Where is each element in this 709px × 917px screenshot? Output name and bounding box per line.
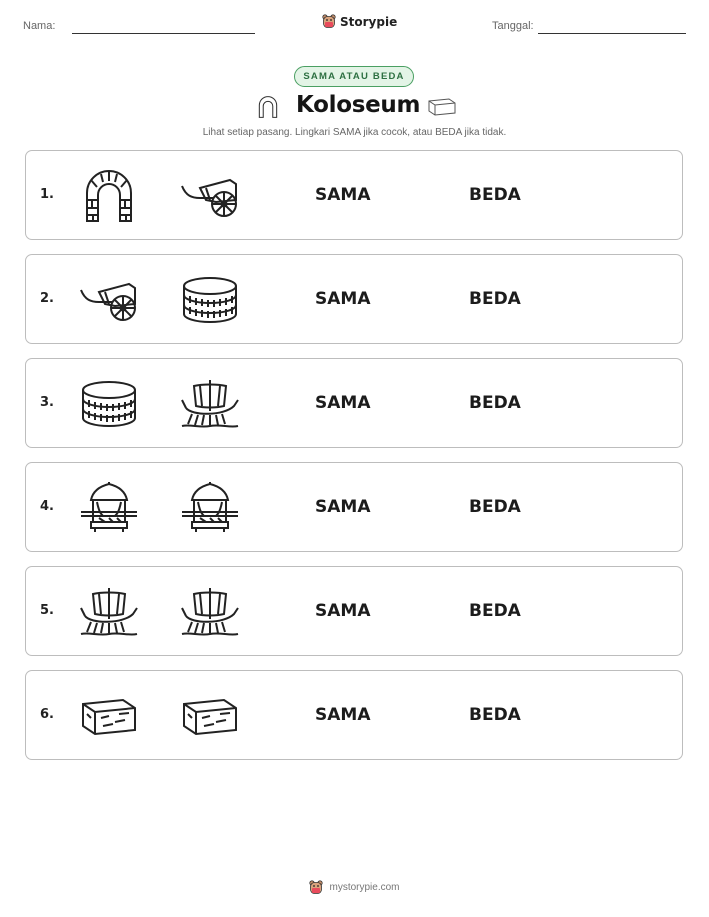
colosseum-icon bbox=[79, 378, 139, 430]
name-field-line[interactable] bbox=[72, 33, 255, 34]
question-number: 2. bbox=[40, 291, 54, 306]
question-row-2 bbox=[25, 254, 683, 344]
different-option[interactable]: BEDA bbox=[469, 705, 521, 725]
same-option[interactable]: SAMA bbox=[315, 497, 371, 517]
question-number: 5. bbox=[40, 603, 54, 618]
stone-block-icon bbox=[79, 690, 139, 742]
galley-ship-icon bbox=[180, 586, 240, 638]
colosseum-icon bbox=[180, 274, 240, 326]
question-number: 1. bbox=[40, 187, 54, 202]
same-option[interactable]: SAMA bbox=[315, 185, 371, 205]
brand-name: Storypie bbox=[340, 14, 398, 29]
storypie-bear-logo-icon bbox=[322, 14, 336, 29]
same-option[interactable]: SAMA bbox=[315, 393, 371, 413]
stone-block-icon bbox=[180, 690, 240, 742]
litter-icon bbox=[180, 482, 240, 534]
storypie-bear-logo-icon bbox=[309, 880, 323, 895]
question-number: 6. bbox=[40, 707, 54, 722]
instruction-text: Lihat setiap pasang. Lingkari SAMA jika cocok, atau BEDA jika tidak. bbox=[202, 127, 507, 138]
chariot-icon bbox=[79, 274, 139, 326]
litter-icon bbox=[79, 482, 139, 534]
worksheet-type-badge: SAMA ATAU BEDA bbox=[294, 66, 414, 87]
different-option[interactable]: BEDA bbox=[469, 601, 521, 621]
different-option[interactable]: BEDA bbox=[469, 289, 521, 309]
date-label: Tanggal: bbox=[492, 20, 534, 32]
footer bbox=[0, 880, 709, 895]
name-label: Nama: bbox=[23, 20, 56, 32]
question-row-6 bbox=[25, 670, 683, 760]
different-option[interactable]: BEDA bbox=[469, 393, 521, 413]
chariot-icon bbox=[180, 170, 240, 222]
page-title: Koloseum bbox=[296, 92, 421, 118]
galley-ship-icon bbox=[79, 586, 139, 638]
different-option[interactable]: BEDA bbox=[469, 185, 521, 205]
footer-url[interactable]: mystorypie.com bbox=[329, 882, 400, 893]
question-number: 4. bbox=[40, 499, 54, 514]
question-row-3 bbox=[25, 358, 683, 448]
question-number: 3. bbox=[40, 395, 54, 410]
question-row-4 bbox=[25, 462, 683, 552]
arch-icon bbox=[255, 94, 281, 120]
same-option[interactable]: SAMA bbox=[315, 705, 371, 725]
same-option[interactable]: SAMA bbox=[315, 601, 371, 621]
stone-block-icon bbox=[426, 95, 458, 117]
question-row-1 bbox=[25, 150, 683, 240]
brand-logo bbox=[322, 14, 397, 29]
date-field-line[interactable] bbox=[538, 33, 686, 34]
arch-icon bbox=[79, 170, 139, 222]
galley-ship-icon bbox=[180, 378, 240, 430]
same-option[interactable]: SAMA bbox=[315, 289, 371, 309]
different-option[interactable]: BEDA bbox=[469, 497, 521, 517]
question-row-5 bbox=[25, 566, 683, 656]
